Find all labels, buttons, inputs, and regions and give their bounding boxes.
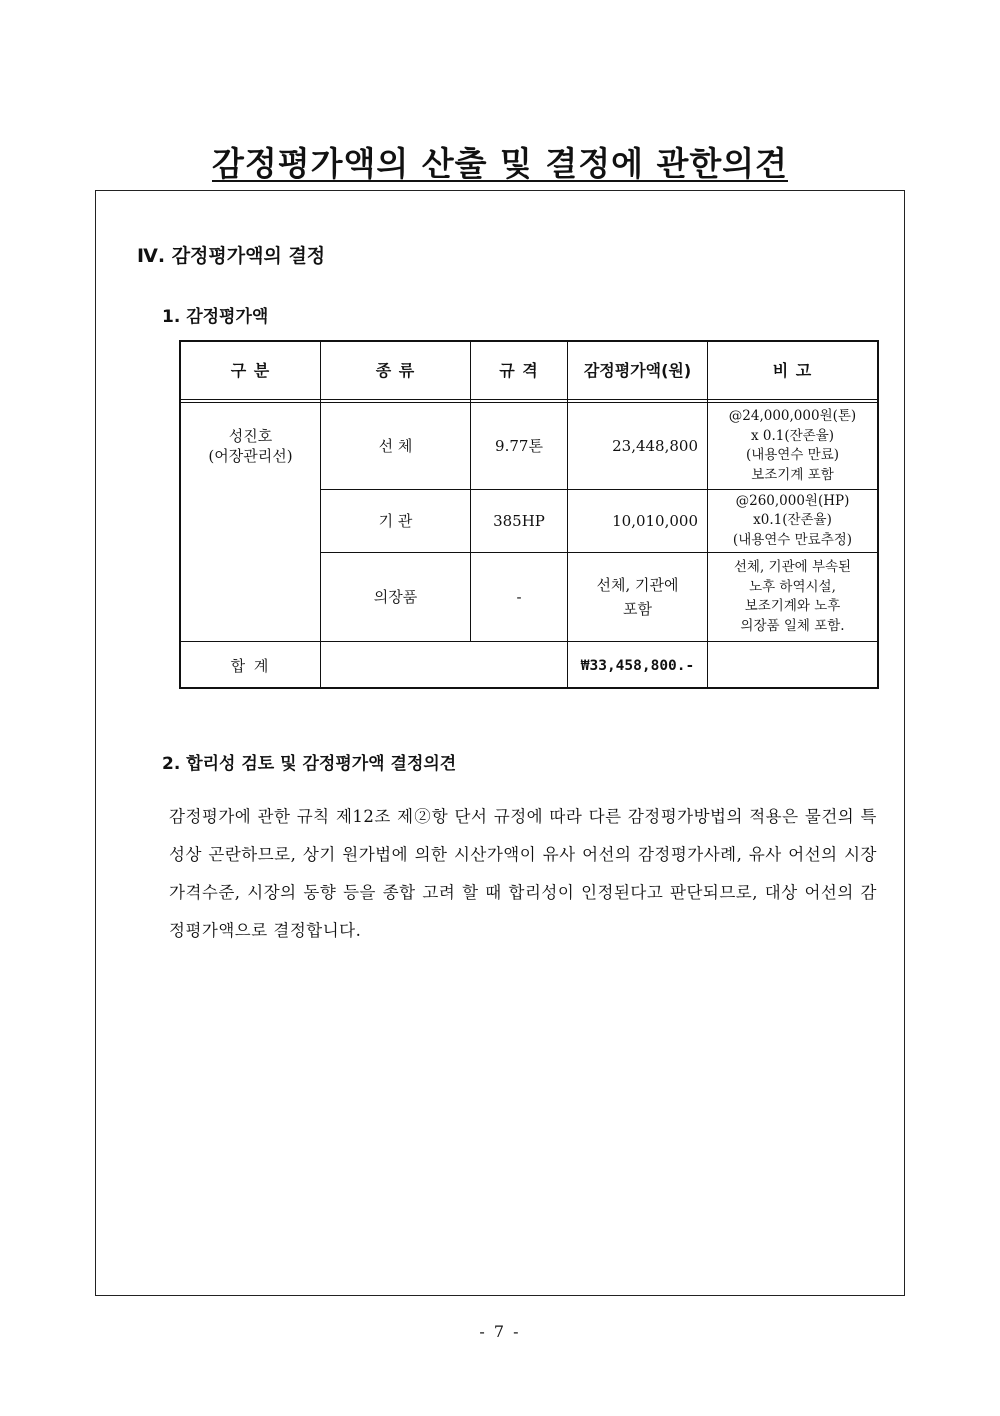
row-spec: 385HP [493,512,545,530]
document-title: 감정평가액의 산출 및 결정에 관한의견 [211,144,788,183]
row-type: 기 관 [378,512,413,530]
opinion-paragraph: 감정평가에 관한 규칙 제12조 제②항 단서 규정에 따라 다른 감정평가방법의 적용은 물건의 특성상 곤란하므로, 상기 원가법에 의한 시산가액이 유사 어선의 감정평가사례, 유사 어선의 시장가격수준, 시장의 동향 등을 종합 고려 할 때 합리성이 인정된다고 판단되므로, 대상 어선의 감정평가액으로 결정합니다. [169,807,877,940]
table-divider [181,399,877,400]
subsection-heading-reasonableness: 2. 합리성 검토 및 감정평가액 결정의견 [162,754,457,774]
row-amount: 10,010,000 [612,512,698,530]
row-spec: 9.77톤 [495,437,543,455]
row-remarks: @260,000원(HP) x0.1(잔존율) (내용연수 만료추정) [732,492,853,548]
section-heading: Ⅳ. 감정평가액의 결정 [137,245,326,267]
header-category: 구 분 [230,360,271,380]
total-label: 합 계 [230,656,271,675]
header-type: 종 류 [375,360,416,380]
row-remarks: @24,000,000원(톤) x 0.1(잔존율) (내용연수 만료) 보조기계 포함 [728,408,857,483]
page-number: - 7 - [479,1322,521,1341]
row-type: 선 체 [378,437,413,455]
total-amount: ₩33,458,800.- [580,657,695,674]
header-remarks: 비 고 [772,360,813,380]
header-amount: 감정평가액(원) [583,360,692,380]
appraisal-table [179,340,879,689]
subsection-heading-appraisal-amount: 1. 감정평가액 [162,307,269,327]
vessel-name: 성진호 (어장관리선) [208,427,293,465]
row-amount: 23,448,800 [612,437,698,455]
row-type: 의장품 [373,588,418,606]
header-spec: 규 격 [499,360,539,380]
row-remarks: 선체, 기관에 부속된 노후 하역시설, 보조기계와 노후 의장품 일체 포함. [733,559,852,634]
row-amount: 선체, 기관에 포함 [596,576,679,618]
row-spec: - [516,588,522,606]
